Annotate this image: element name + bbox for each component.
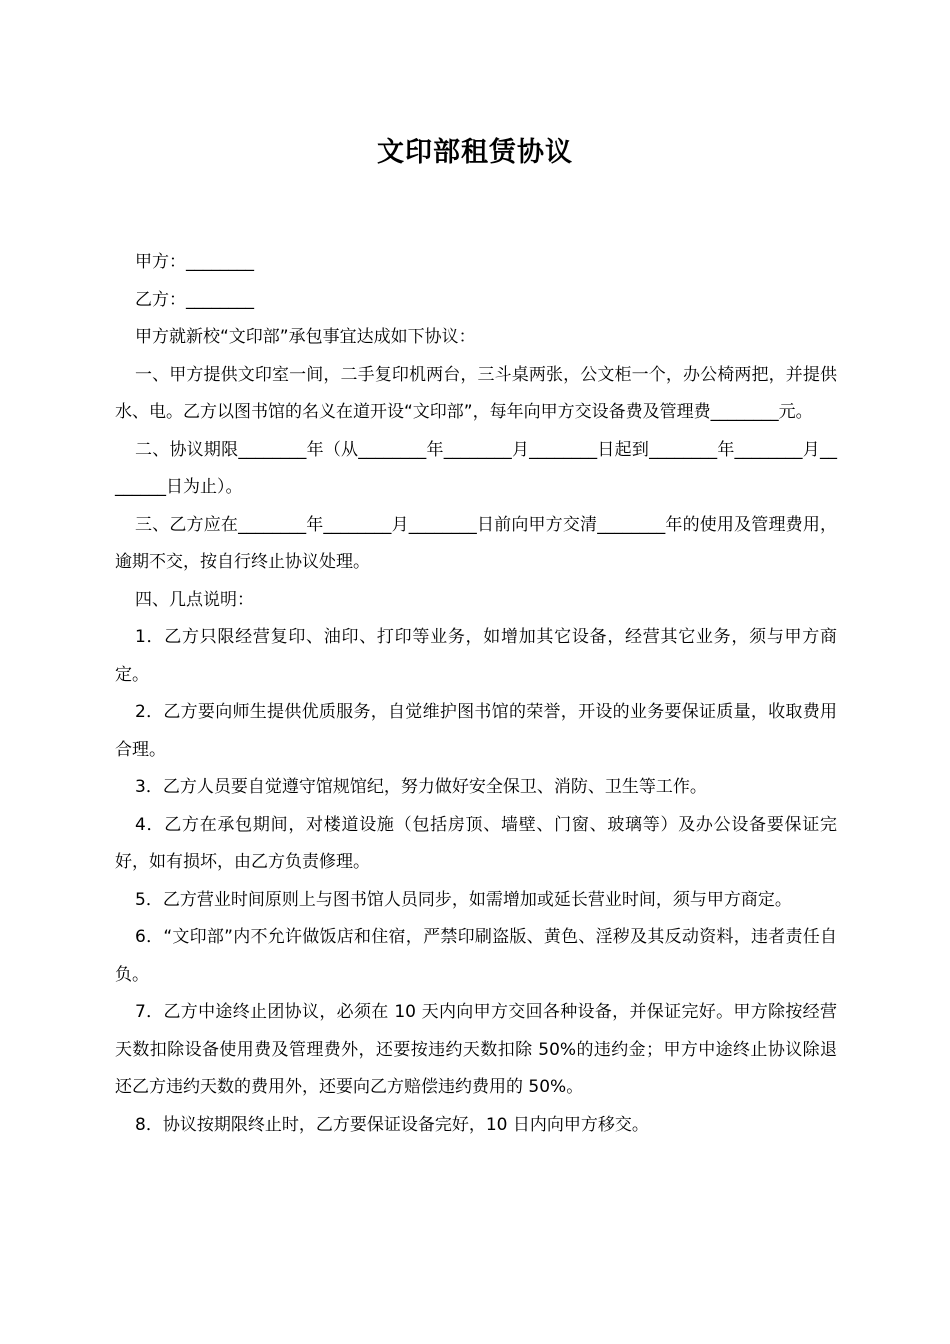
agreement-intro: 甲方就新校“文印部”承包事宜达成如下协议： <box>135 327 476 347</box>
note-2: 2．乙方要向师生提供优质服务，自觉维护图书馆的荣誉，开设的业务要保证质量，收取费用合理。 <box>115 702 837 760</box>
note-5: 5．乙方营业时间原则上与图书馆人员同步，如需增加或延长营业时间，须与甲方商定。 <box>135 889 792 910</box>
note-4: 4．乙方在承包期间，对楼道设施（包括房顶、墙壁、门窗、玻璃等）及办公设备要保证完好，如有损坏，由乙方负责修理。 <box>115 814 837 872</box>
document-body <box>115 244 837 1144</box>
clause-3: 三、乙方应在________年________月________日前向甲方交清________年的使用及管理费用，逾期不交，按自行终止协议处理。 <box>115 514 837 572</box>
clause-2: 二、协议期限________年（从________年________月________日起到________年________月________日为止）。 <box>115 439 837 497</box>
clause-1: 一、甲方提供文印室一间，二手复印机两台，三斗桌两张，公文柜一个，办公椅两把，并提供水、电。乙方以图书馆的名义在道开设“文印部”，每年向甲方交设备费及管理费________元。 <box>115 364 837 422</box>
party-a-line: 甲方：________ <box>135 252 254 272</box>
document-title: 文印部租赁协议 <box>377 137 573 168</box>
note-7: 7．乙方中途终止团协议，必须在 10 天内向甲方交回各种设备，并保证完好。甲方除按经营天数扣除设备使用费及管理费外，还要按违约天数扣除 50%的违约金；甲方中途终止协议除退还乙方违约天数的费用外，还要向乙方赔偿违约费用的 50%。 <box>115 1002 837 1097</box>
note-8: 8．协议按期限终止时，乙方要保证设备完好，10 日内向甲方移交。 <box>135 1114 649 1135</box>
note-1: 1．乙方只限经营复印、油印、打印等业务，如增加其它设备，经营其它业务，须与甲方商定。 <box>115 627 837 685</box>
party-b-line: 乙方：________ <box>135 289 254 310</box>
note-6: 6．“文印部”内不允许做饭店和住宿，严禁印刷盗版、黄色、淫秽及其反动资料，违者责任自负。 <box>115 927 837 985</box>
note-3: 3．乙方人员要自觉遵守馆规馆纪，努力做好安全保卫、消防、卫生等工作。 <box>135 777 707 797</box>
clause-4-heading: 四、几点说明： <box>135 589 254 610</box>
